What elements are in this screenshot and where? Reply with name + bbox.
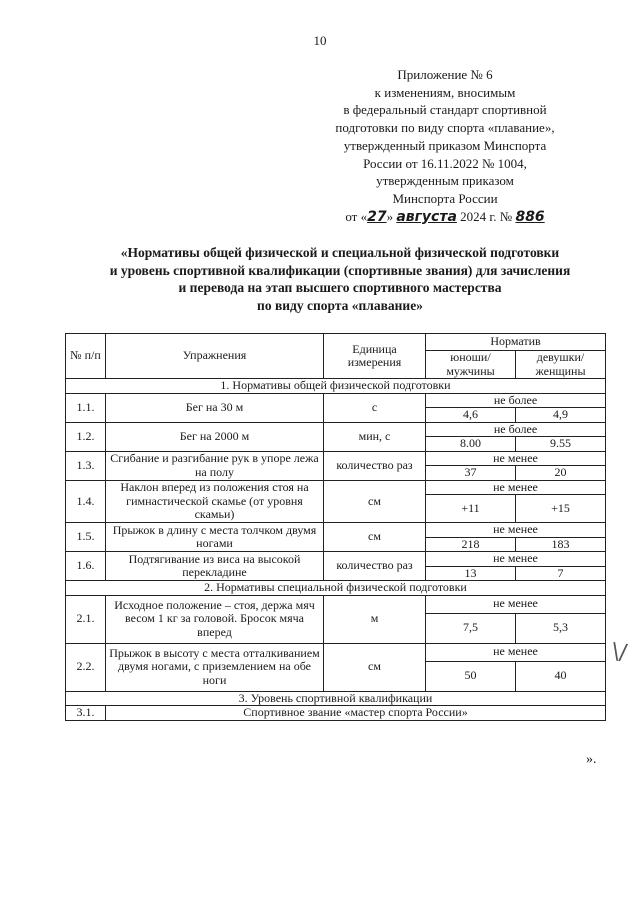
date-prefix: от « <box>345 208 368 224</box>
row-num: 1.4. <box>66 480 106 523</box>
appendix-line: утвержденным приказом <box>376 173 514 189</box>
header-num: № п/п <box>66 334 106 379</box>
row-unit: см <box>324 643 426 691</box>
norms-table <box>65 333 606 721</box>
row-num: 3.1. <box>66 706 106 721</box>
row-condition: не менее <box>426 451 606 466</box>
title-line: по виду спорта «плавание» <box>257 297 423 313</box>
row-exercise: Прыжок в длину с места толчком двумя ногами <box>106 523 324 552</box>
row-num: 1.6. <box>66 552 106 581</box>
row-unit: количество раз <box>324 451 426 480</box>
appendix-line: утвержденный приказом Минспорта <box>343 137 547 153</box>
page-number: 10 <box>313 33 327 48</box>
appendix-line: Приложение № 6 <box>397 67 493 82</box>
row-qualification: Спортивное звание «мастер спорта России» <box>106 706 606 721</box>
appendix-line: к изменениям, вносимым <box>374 84 516 100</box>
row-unit: см <box>324 523 426 552</box>
row-condition: не менее <box>426 480 606 495</box>
value-boys: 4,6 <box>426 408 516 423</box>
appendix-line: Минспорта России <box>392 190 498 206</box>
row-exercise: Бег на 2000 м <box>106 422 324 451</box>
value-girls: 20 <box>516 466 606 481</box>
row-exercise: Прыжок в высоту с места отталкиванием двумя ногами, с приземлением на обе ноги <box>106 643 324 691</box>
closing-quote: ». <box>586 752 597 767</box>
row-unit: см <box>324 480 426 523</box>
row-num: 1.2. <box>66 422 106 451</box>
row-exercise: Бег на 30 м <box>106 393 324 422</box>
value-girls: 9.55 <box>516 437 606 452</box>
section-heading: 1. Нормативы общей физической подготовки <box>66 379 606 394</box>
appendix-line: подготовки по виду спорта «плавание», <box>335 120 555 136</box>
date-year: 2024 г. № <box>456 208 516 224</box>
row-condition: не менее <box>426 595 606 613</box>
row-exercise: Сгибание и разгибание рук в упоре лежа на полу <box>106 451 324 480</box>
row-unit: количество раз <box>324 552 426 581</box>
row-exercise: Подтягивание из виса на высокой перекладине <box>106 552 324 581</box>
appendix-header <box>320 66 570 226</box>
row-condition: не менее <box>426 552 606 567</box>
header-girls: девушки/ женщины <box>516 351 606 379</box>
value-girls: 7 <box>516 566 606 581</box>
value-girls: +15 <box>516 495 606 523</box>
date-mid: » <box>386 208 397 224</box>
row-condition: не более <box>426 393 606 408</box>
title-line: и перевода на этап высшего спортивного мастерства <box>178 280 502 296</box>
value-boys: 13 <box>426 566 516 581</box>
value-boys: 8.00 <box>426 437 516 452</box>
row-unit: м <box>324 595 426 643</box>
appendix-line: в федеральный стандарт спортивной <box>343 102 547 118</box>
row-num: 1.1. <box>66 393 106 422</box>
row-exercise: Исходное положение – стоя, держа мяч весом 1 кг за головой. Бросок мяча вперед <box>106 595 324 643</box>
value-boys: +11 <box>426 495 516 523</box>
title-line: и уровень спортивной квалификации (спортивные звания) для зачисления <box>109 262 571 278</box>
row-num: 1.3. <box>66 451 106 480</box>
value-boys: 7,5 <box>426 613 516 643</box>
row-condition: не более <box>426 422 606 437</box>
value-boys: 37 <box>426 466 516 481</box>
value-boys: 218 <box>426 537 516 552</box>
handwritten-order-number: 886 <box>515 208 545 225</box>
row-exercise: Наклон вперед из положения стоя на гимнастической скамье (от уровня скамьи) <box>106 480 324 523</box>
handwritten-day: 27 <box>367 208 387 225</box>
row-num: 1.5. <box>66 523 106 552</box>
section-heading: 2. Нормативы специальной физической подготовки <box>66 581 606 596</box>
handwritten-month: августа <box>396 208 457 225</box>
title-line: «Нормативы общей физической и специальной физической подготовки <box>120 245 560 260</box>
row-unit: с <box>324 393 426 422</box>
order-date-line <box>320 208 570 227</box>
value-girls: 5,3 <box>516 613 606 643</box>
margin-check-mark: \/ <box>610 639 629 666</box>
value-girls: 183 <box>516 537 606 552</box>
header-exercise: Упражнения <box>106 334 324 379</box>
section-heading: 3. Уровень спортивной квалификации <box>66 691 606 706</box>
row-num: 2.1. <box>66 595 106 643</box>
value-girls: 4,9 <box>516 408 606 423</box>
value-girls: 40 <box>516 661 606 691</box>
document-title <box>60 244 620 314</box>
row-condition: не менее <box>426 643 606 661</box>
appendix-line: России от 16.11.2022 № 1004, <box>363 155 527 171</box>
header-unit: Единица измерения <box>324 334 426 379</box>
row-num: 2.2. <box>66 643 106 691</box>
header-norm: Норматив <box>426 334 606 351</box>
row-condition: не менее <box>426 523 606 538</box>
value-boys: 50 <box>426 661 516 691</box>
header-boys: юноши/ мужчины <box>426 351 516 379</box>
row-unit: мин, с <box>324 422 426 451</box>
